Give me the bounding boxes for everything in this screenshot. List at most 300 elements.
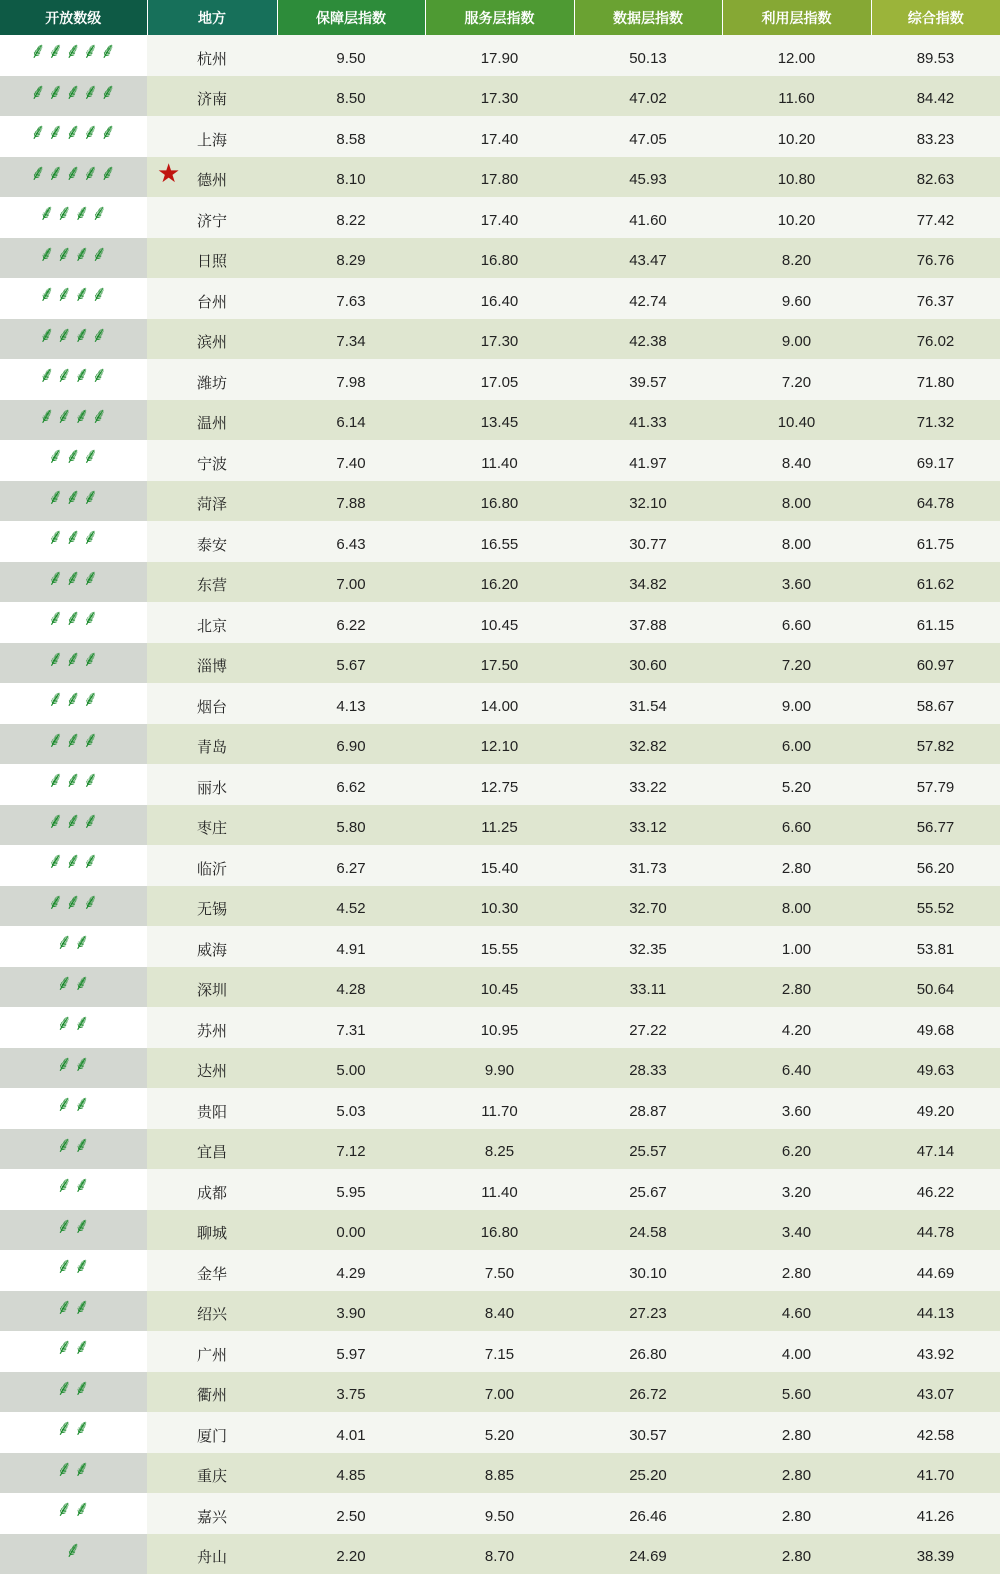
city-name: 东营 [197, 577, 227, 594]
palm-tree-icon: ⸙⸙⸙⸙⸙ [30, 160, 118, 185]
usage-index-cell: 9.00 [722, 683, 871, 724]
open-level-rating [0, 1331, 147, 1372]
data-index-cell: 34.82 [574, 562, 722, 603]
palm-tree-icon: ⸙⸙ [56, 1010, 91, 1035]
service-index-cell: 17.30 [425, 76, 574, 117]
palm-tree-icon: ⸙⸙⸙⸙ [38, 403, 108, 428]
city-cell [147, 521, 277, 562]
guarantee-index-cell: 5.67 [277, 643, 425, 684]
table-row [0, 724, 1000, 765]
city-cell [147, 1493, 277, 1534]
overall-index-cell: 47.14 [871, 1129, 1000, 1170]
open-level-rating [0, 400, 147, 441]
city-name: 金华 [197, 1266, 227, 1283]
service-index-cell: 10.30 [425, 886, 574, 927]
header-data-index: 数据层指数 [574, 0, 722, 35]
guarantee-index-cell: 5.03 [277, 1088, 425, 1129]
open-level-rating [0, 521, 147, 562]
guarantee-index-cell: 7.31 [277, 1007, 425, 1048]
usage-index-cell: 7.20 [722, 643, 871, 684]
service-index-cell: 8.70 [425, 1534, 574, 1574]
service-index-cell: 9.90 [425, 1048, 574, 1089]
guarantee-index-cell: 8.22 [277, 197, 425, 238]
usage-index-cell: 6.20 [722, 1129, 871, 1170]
overall-index-cell: 69.17 [871, 440, 1000, 481]
open-level-rating [0, 1250, 147, 1291]
city-name: 威海 [197, 942, 227, 959]
guarantee-index-cell: 7.63 [277, 278, 425, 319]
city-cell [147, 319, 277, 360]
city-name: 宁波 [197, 456, 227, 473]
usage-index-cell: 1.00 [722, 926, 871, 967]
header-row [0, 0, 1000, 35]
red-star-icon: ★ [157, 160, 180, 186]
city-name: 济宁 [197, 213, 227, 230]
city-name: 嘉兴 [197, 1509, 227, 1526]
palm-tree-icon: ⸙⸙ [56, 1456, 91, 1481]
usage-index-cell: 8.00 [722, 886, 871, 927]
overall-index-cell: 61.75 [871, 521, 1000, 562]
city-cell [147, 1048, 277, 1089]
city-name: 厦门 [197, 1428, 227, 1445]
open-level-rating [0, 602, 147, 643]
guarantee-index-cell: 4.13 [277, 683, 425, 724]
overall-index-cell: 50.64 [871, 967, 1000, 1008]
palm-tree-icon: ⸙⸙ [56, 1132, 91, 1157]
usage-index-cell: 8.00 [722, 521, 871, 562]
palm-tree-icon: ⸙⸙⸙⸙ [38, 322, 108, 347]
service-index-cell: 10.95 [425, 1007, 574, 1048]
city-name: 达州 [197, 1063, 227, 1080]
data-index-cell: 41.33 [574, 400, 722, 441]
palm-tree-icon: ⸙⸙⸙⸙⸙ [30, 119, 118, 144]
open-level-rating [0, 764, 147, 805]
open-level-rating [0, 1129, 147, 1170]
service-index-cell: 12.10 [425, 724, 574, 765]
data-index-cell: 47.02 [574, 76, 722, 117]
table-row [0, 157, 1000, 198]
overall-index-cell: 56.20 [871, 845, 1000, 886]
table-row [0, 845, 1000, 886]
palm-tree-icon: ⸙⸙⸙ [47, 686, 100, 711]
table-row [0, 602, 1000, 643]
city-name: 贵阳 [197, 1104, 227, 1121]
guarantee-index-cell: 4.52 [277, 886, 425, 927]
open-level-rating [0, 1493, 147, 1534]
table-row [0, 116, 1000, 157]
overall-index-cell: 60.97 [871, 643, 1000, 684]
overall-index-cell: 49.68 [871, 1007, 1000, 1048]
usage-index-cell: 9.60 [722, 278, 871, 319]
table-row [0, 1250, 1000, 1291]
overall-index-cell: 43.07 [871, 1372, 1000, 1413]
guarantee-index-cell: 4.28 [277, 967, 425, 1008]
data-index-cell: 25.20 [574, 1453, 722, 1494]
city-cell [147, 440, 277, 481]
service-index-cell: 5.20 [425, 1412, 574, 1453]
city-cell [147, 481, 277, 522]
city-name: 台州 [197, 294, 227, 311]
service-index-cell: 17.80 [425, 157, 574, 198]
service-index-cell: 16.20 [425, 562, 574, 603]
city-cell [147, 157, 277, 198]
city-cell [147, 1412, 277, 1453]
usage-index-cell: 8.00 [722, 481, 871, 522]
city-name: 滨州 [197, 334, 227, 351]
table-row [0, 319, 1000, 360]
palm-tree-icon: ⸙⸙⸙ [47, 889, 100, 914]
service-index-cell: 16.40 [425, 278, 574, 319]
usage-index-cell: 10.80 [722, 157, 871, 198]
palm-tree-icon: ⸙⸙⸙⸙ [38, 200, 108, 225]
usage-index-cell: 6.00 [722, 724, 871, 765]
open-level-rating [0, 238, 147, 279]
usage-index-cell: 4.60 [722, 1291, 871, 1332]
palm-tree-icon: ⸙⸙⸙⸙⸙ [30, 79, 118, 104]
city-name: 苏州 [197, 1023, 227, 1040]
city-name: 济南 [197, 91, 227, 108]
open-level-rating [0, 683, 147, 724]
guarantee-index-cell: 6.90 [277, 724, 425, 765]
data-index-cell: 42.38 [574, 319, 722, 360]
usage-index-cell: 6.60 [722, 805, 871, 846]
guarantee-index-cell: 8.58 [277, 116, 425, 157]
city-name: 淄博 [197, 658, 227, 675]
city-name: 临沂 [197, 861, 227, 878]
overall-index-cell: 61.62 [871, 562, 1000, 603]
overall-index-cell: 58.67 [871, 683, 1000, 724]
city-cell [147, 197, 277, 238]
data-index-cell: 33.12 [574, 805, 722, 846]
data-index-cell: 31.54 [574, 683, 722, 724]
service-index-cell: 9.50 [425, 1493, 574, 1534]
city-name: 德州 [197, 172, 227, 189]
guarantee-index-cell: 5.80 [277, 805, 425, 846]
city-cell [147, 764, 277, 805]
usage-index-cell: 3.20 [722, 1169, 871, 1210]
data-index-cell: 33.11 [574, 967, 722, 1008]
table-row [0, 521, 1000, 562]
service-index-cell: 17.90 [425, 35, 574, 76]
city-name: 菏泽 [197, 496, 227, 513]
data-index-cell: 37.88 [574, 602, 722, 643]
palm-tree-icon: ⸙⸙⸙⸙ [38, 362, 108, 387]
open-level-rating [0, 1534, 147, 1574]
palm-tree-icon: ⸙⸙⸙ [47, 808, 100, 833]
table-row [0, 76, 1000, 117]
guarantee-index-cell: 5.97 [277, 1331, 425, 1372]
city-cell [147, 76, 277, 117]
overall-index-cell: 76.02 [871, 319, 1000, 360]
service-index-cell: 10.45 [425, 602, 574, 643]
city-cell [147, 724, 277, 765]
city-cell [147, 400, 277, 441]
city-cell [147, 683, 277, 724]
service-index-cell: 16.80 [425, 1210, 574, 1251]
data-index-cell: 32.82 [574, 724, 722, 765]
overall-index-cell: 82.63 [871, 157, 1000, 198]
open-level-rating [0, 1169, 147, 1210]
service-index-cell: 13.45 [425, 400, 574, 441]
guarantee-index-cell: 4.01 [277, 1412, 425, 1453]
palm-tree-icon: ⸙⸙⸙ [47, 646, 100, 671]
table-row [0, 764, 1000, 805]
service-index-cell: 7.00 [425, 1372, 574, 1413]
header-overall-index: 综合指数 [871, 0, 1000, 35]
table-row [0, 643, 1000, 684]
data-index-cell: 43.47 [574, 238, 722, 279]
palm-tree-icon: ⸙⸙⸙ [47, 524, 100, 549]
overall-index-cell: 61.15 [871, 602, 1000, 643]
data-index-cell: 30.60 [574, 643, 722, 684]
guarantee-index-cell: 7.12 [277, 1129, 425, 1170]
service-index-cell: 11.70 [425, 1088, 574, 1129]
overall-index-cell: 89.53 [871, 35, 1000, 76]
data-index-cell: 26.46 [574, 1493, 722, 1534]
table-row [0, 805, 1000, 846]
overall-index-cell: 38.39 [871, 1534, 1000, 1574]
open-level-rating [0, 157, 147, 198]
overall-index-cell: 76.37 [871, 278, 1000, 319]
usage-index-cell: 10.20 [722, 197, 871, 238]
overall-index-cell: 57.82 [871, 724, 1000, 765]
palm-tree-icon: ⸙ [65, 1537, 83, 1562]
palm-tree-icon: ⸙⸙ [56, 1294, 91, 1319]
city-cell [147, 1291, 277, 1332]
data-index-cell: 30.77 [574, 521, 722, 562]
overall-index-cell: 44.13 [871, 1291, 1000, 1332]
guarantee-index-cell: 9.50 [277, 35, 425, 76]
usage-index-cell: 2.80 [722, 1453, 871, 1494]
table-row [0, 926, 1000, 967]
palm-tree-icon: ⸙⸙⸙⸙ [38, 281, 108, 306]
city-cell [147, 967, 277, 1008]
open-level-rating [0, 724, 147, 765]
palm-tree-icon: ⸙⸙ [56, 929, 91, 954]
open-level-rating [0, 1291, 147, 1332]
table-row [0, 886, 1000, 927]
city-name: 青岛 [197, 739, 227, 756]
table-row [0, 1453, 1000, 1494]
open-level-rating [0, 845, 147, 886]
guarantee-index-cell: 6.62 [277, 764, 425, 805]
data-index-cell: 27.23 [574, 1291, 722, 1332]
service-index-cell: 16.80 [425, 481, 574, 522]
palm-tree-icon: ⸙⸙ [56, 1051, 91, 1076]
city-name: 枣庄 [197, 820, 227, 837]
overall-index-cell: 55.52 [871, 886, 1000, 927]
service-index-cell: 17.50 [425, 643, 574, 684]
data-index-cell: 26.72 [574, 1372, 722, 1413]
city-cell [147, 562, 277, 603]
open-level-rating [0, 1007, 147, 1048]
table-row [0, 1169, 1000, 1210]
usage-index-cell: 3.60 [722, 562, 871, 603]
city-name: 杭州 [197, 51, 227, 68]
guarantee-index-cell: 8.50 [277, 76, 425, 117]
open-level-rating [0, 481, 147, 522]
overall-index-cell: 43.92 [871, 1331, 1000, 1372]
table-row [0, 683, 1000, 724]
guarantee-index-cell: 8.29 [277, 238, 425, 279]
open-level-rating [0, 1210, 147, 1251]
palm-tree-icon: ⸙⸙⸙ [47, 443, 100, 468]
palm-tree-icon: ⸙⸙ [56, 1253, 91, 1278]
palm-tree-icon: ⸙⸙⸙ [47, 605, 100, 630]
data-index-cell: 28.33 [574, 1048, 722, 1089]
usage-index-cell: 5.60 [722, 1372, 871, 1413]
guarantee-index-cell: 6.14 [277, 400, 425, 441]
city-cell [147, 35, 277, 76]
palm-tree-icon: ⸙⸙ [56, 1375, 91, 1400]
table-row [0, 1007, 1000, 1048]
table-row [0, 1088, 1000, 1129]
overall-index-cell: 84.42 [871, 76, 1000, 117]
usage-index-cell: 6.60 [722, 602, 871, 643]
data-index-cell: 45.93 [574, 157, 722, 198]
service-index-cell: 17.40 [425, 116, 574, 157]
overall-index-cell: 71.80 [871, 359, 1000, 400]
table-row [0, 1493, 1000, 1534]
guarantee-index-cell: 7.00 [277, 562, 425, 603]
service-index-cell: 12.75 [425, 764, 574, 805]
city-cell [147, 602, 277, 643]
table-row [0, 1291, 1000, 1332]
palm-tree-icon: ⸙⸙⸙ [47, 484, 100, 509]
overall-index-cell: 53.81 [871, 926, 1000, 967]
data-index-cell: 28.87 [574, 1088, 722, 1129]
guarantee-index-cell: 8.10 [277, 157, 425, 198]
service-index-cell: 7.50 [425, 1250, 574, 1291]
header-open-level: 开放数级 [0, 0, 147, 35]
palm-tree-icon: ⸙⸙⸙⸙ [38, 241, 108, 266]
table-row [0, 35, 1000, 76]
guarantee-index-cell: 4.29 [277, 1250, 425, 1291]
service-index-cell: 17.05 [425, 359, 574, 400]
data-index-cell: 24.69 [574, 1534, 722, 1574]
overall-index-cell: 56.77 [871, 805, 1000, 846]
city-cell [147, 116, 277, 157]
city-name: 潍坊 [197, 375, 227, 392]
overall-index-cell: 44.69 [871, 1250, 1000, 1291]
city-cell [147, 359, 277, 400]
data-index-cell: 41.60 [574, 197, 722, 238]
usage-index-cell: 3.40 [722, 1210, 871, 1251]
city-name: 北京 [197, 618, 227, 635]
table-row [0, 197, 1000, 238]
table-row [0, 1210, 1000, 1251]
city-cell [147, 1129, 277, 1170]
open-level-rating [0, 1088, 147, 1129]
data-index-cell: 26.80 [574, 1331, 722, 1372]
city-cell [147, 1372, 277, 1413]
guarantee-index-cell: 7.34 [277, 319, 425, 360]
usage-index-cell: 5.20 [722, 764, 871, 805]
palm-tree-icon: ⸙⸙⸙ [47, 727, 100, 752]
data-index-cell: 25.57 [574, 1129, 722, 1170]
city-cell [147, 1169, 277, 1210]
usage-index-cell: 12.00 [722, 35, 871, 76]
guarantee-index-cell: 6.27 [277, 845, 425, 886]
guarantee-index-cell: 5.95 [277, 1169, 425, 1210]
city-cell [147, 1007, 277, 1048]
table-row [0, 967, 1000, 1008]
usage-index-cell: 8.20 [722, 238, 871, 279]
open-level-rating [0, 76, 147, 117]
overall-index-cell: 49.63 [871, 1048, 1000, 1089]
usage-index-cell: 2.80 [722, 1493, 871, 1534]
city-cell [147, 1534, 277, 1574]
palm-tree-icon: ⸙⸙⸙⸙⸙ [30, 38, 118, 63]
data-index-cell: 25.67 [574, 1169, 722, 1210]
overall-index-cell: 42.58 [871, 1412, 1000, 1453]
usage-index-cell: 6.40 [722, 1048, 871, 1089]
palm-tree-icon: ⸙⸙ [56, 970, 91, 995]
table-row [0, 1534, 1000, 1574]
service-index-cell: 11.25 [425, 805, 574, 846]
city-name: 衢州 [197, 1387, 227, 1404]
city-cell [147, 845, 277, 886]
data-index-cell: 33.22 [574, 764, 722, 805]
guarantee-index-cell: 2.50 [277, 1493, 425, 1534]
city-name: 温州 [197, 415, 227, 432]
table-row [0, 359, 1000, 400]
data-index-cell: 27.22 [574, 1007, 722, 1048]
header-city: 地方 [147, 0, 277, 35]
city-cell [147, 643, 277, 684]
city-cell [147, 805, 277, 846]
city-name: 重庆 [197, 1468, 227, 1485]
open-level-rating [0, 319, 147, 360]
open-level-rating [0, 1412, 147, 1453]
service-index-cell: 10.45 [425, 967, 574, 1008]
guarantee-index-cell: 7.98 [277, 359, 425, 400]
service-index-cell: 11.40 [425, 440, 574, 481]
open-level-rating [0, 1453, 147, 1494]
guarantee-index-cell: 4.85 [277, 1453, 425, 1494]
overall-index-cell: 71.32 [871, 400, 1000, 441]
city-cell [147, 886, 277, 927]
service-index-cell: 16.80 [425, 238, 574, 279]
usage-index-cell: 7.20 [722, 359, 871, 400]
open-level-rating [0, 886, 147, 927]
open-level-rating [0, 926, 147, 967]
guarantee-index-cell: 6.43 [277, 521, 425, 562]
open-level-rating [0, 116, 147, 157]
usage-index-cell: 8.40 [722, 440, 871, 481]
palm-tree-icon: ⸙⸙⸙ [47, 767, 100, 792]
usage-index-cell: 11.60 [722, 76, 871, 117]
service-index-cell: 17.40 [425, 197, 574, 238]
data-index-cell: 47.05 [574, 116, 722, 157]
data-index-cell: 50.13 [574, 35, 722, 76]
city-cell [147, 1088, 277, 1129]
service-index-cell: 15.55 [425, 926, 574, 967]
service-index-cell: 7.15 [425, 1331, 574, 1372]
guarantee-index-cell: 2.20 [277, 1534, 425, 1574]
guarantee-index-cell: 4.91 [277, 926, 425, 967]
header-guarantee-index: 保障层指数 [277, 0, 425, 35]
data-index-cell: 42.74 [574, 278, 722, 319]
table-row [0, 1048, 1000, 1089]
palm-tree-icon: ⸙⸙ [56, 1334, 91, 1359]
data-index-cell: 32.70 [574, 886, 722, 927]
table-row [0, 481, 1000, 522]
open-level-rating [0, 1372, 147, 1413]
usage-index-cell: 2.80 [722, 1250, 871, 1291]
city-cell [147, 1331, 277, 1372]
table-row [0, 562, 1000, 603]
